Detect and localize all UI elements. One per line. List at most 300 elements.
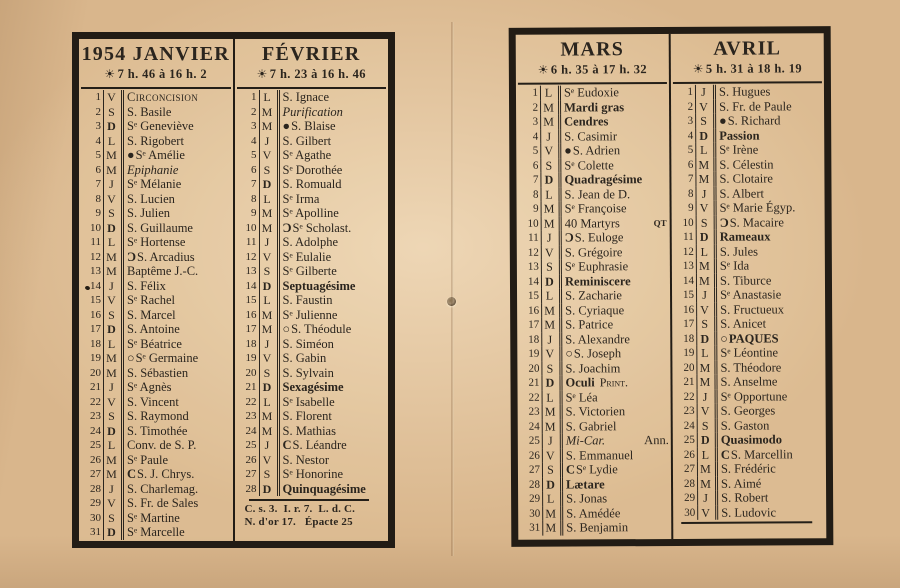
weekday-letter: M xyxy=(103,366,119,381)
day-number: 9 xyxy=(533,202,539,215)
calendar-row xyxy=(239,134,389,149)
saint-name: Baptême J.-C. xyxy=(127,264,199,278)
day-number: 23 xyxy=(90,410,101,422)
day-name-cell xyxy=(121,250,233,265)
day-number: 12 xyxy=(682,245,694,258)
day-number: 9 xyxy=(95,207,101,219)
calendar-row xyxy=(239,163,389,178)
day-number: 22 xyxy=(245,395,257,408)
calendar-row xyxy=(83,424,233,439)
footer-rule xyxy=(249,499,370,501)
day-name-cell xyxy=(715,476,826,491)
weekday-letter: S xyxy=(695,114,711,129)
moon-phase-icon: C xyxy=(127,467,137,481)
saint-name: S. Ludovic xyxy=(721,504,777,520)
weekday-letter: M xyxy=(541,216,557,231)
saint-name: Passion xyxy=(719,128,760,143)
saint-name: S. Jean de D. xyxy=(564,186,631,202)
calendar-row xyxy=(83,308,233,323)
weekday-letter: J xyxy=(259,337,275,352)
day-number: 16 xyxy=(245,308,257,321)
day-number: 7 xyxy=(532,173,539,186)
calendar-row xyxy=(239,235,389,250)
weekday-letter: D xyxy=(695,128,711,143)
day-name-cell xyxy=(277,90,389,105)
day-name-cell xyxy=(713,186,824,201)
day-name-cell xyxy=(560,520,671,535)
saint-name: Sᵉ Apolline xyxy=(282,206,339,220)
calendar-row xyxy=(676,302,825,317)
saint-name: S. Georges xyxy=(720,403,776,418)
day-number: 15 xyxy=(683,288,695,301)
weekday-letter: L xyxy=(259,293,275,308)
weekday-letter: J xyxy=(697,491,713,506)
calendar-row xyxy=(239,105,389,120)
saint-name: Sᵉ Gilberte xyxy=(282,264,337,278)
day-name-cell xyxy=(715,432,826,447)
month-column-janvier xyxy=(79,39,233,541)
saint-name: S. Gabin xyxy=(282,351,327,365)
saint-name: S. Victorien xyxy=(565,404,626,419)
weekday-letter: S xyxy=(541,260,557,275)
saint-name: Rameaux xyxy=(719,229,771,244)
day-name-cell xyxy=(121,467,233,482)
saint-name: Epiphanie xyxy=(127,162,179,177)
day-number: 7 xyxy=(251,178,257,190)
saint-name: Sᵉ Françoise xyxy=(564,201,627,216)
day-name-cell xyxy=(559,201,670,216)
saint-name: S. Félix xyxy=(127,278,166,293)
saint-name: S. Romuald xyxy=(282,177,342,191)
weekday-letter: L xyxy=(542,492,558,507)
moon-phase-icon: C xyxy=(720,447,730,462)
day-name-cell xyxy=(277,134,389,149)
calendar-row xyxy=(239,366,389,381)
day-name-cell xyxy=(714,345,825,360)
day-number: 25 xyxy=(528,434,540,447)
weekday-letter: M xyxy=(696,273,712,288)
day-number: 28 xyxy=(245,482,257,495)
sunrise-sunset-times xyxy=(516,61,669,78)
calendar-row xyxy=(239,380,389,395)
day-name-cell xyxy=(715,461,826,476)
sun-icon: ☀ xyxy=(104,67,116,81)
calendar-row xyxy=(521,375,670,390)
calendar-row xyxy=(83,511,233,526)
day-name-cell xyxy=(121,90,233,105)
day-number: 1 xyxy=(95,91,101,103)
saint-name: S. Vincent xyxy=(127,394,179,409)
day-number: 22 xyxy=(90,395,101,408)
saint-name: Sᵉ Opportune xyxy=(720,388,788,404)
moon-phase-icon: C xyxy=(282,438,292,452)
day-number: 19 xyxy=(528,347,540,360)
sunrise-sunset-times xyxy=(235,66,389,82)
saint-name: Sᵉ Mélanie xyxy=(127,177,182,191)
moon-phase-icon: Ɔ xyxy=(282,220,292,235)
calendar-row xyxy=(239,351,389,366)
day-number: 25 xyxy=(90,439,101,451)
calendar-row xyxy=(83,235,233,250)
day-number: 13 xyxy=(90,265,101,277)
saint-name: Sᵉ Martine xyxy=(127,510,180,525)
calendar-row xyxy=(239,337,389,352)
saint-name: S. Raymond xyxy=(127,409,189,423)
weekday-letter: M xyxy=(259,322,275,337)
weekday-letter: M xyxy=(696,259,712,274)
day-name-cell xyxy=(277,163,389,178)
saint-name: S. Sébastien xyxy=(127,365,189,380)
saint-name: Sᵉ Léontine xyxy=(720,345,779,360)
weekday-letter: M xyxy=(542,405,558,420)
weekday-letter: V xyxy=(103,90,119,105)
weekday-letter: L xyxy=(103,337,119,352)
day-name-cell xyxy=(715,447,826,462)
month-title: MARS xyxy=(560,38,625,61)
day-number: 30 xyxy=(529,507,541,520)
day-number: 13 xyxy=(527,260,539,273)
day-name-cell xyxy=(558,187,669,202)
calendar-row xyxy=(521,317,670,332)
weekday-letter: M xyxy=(103,148,119,163)
calendar-row xyxy=(83,105,233,120)
saint-name: PAQUES xyxy=(728,330,779,346)
day-number: 8 xyxy=(532,188,539,201)
day-number: 31 xyxy=(90,526,101,538)
day-name-cell xyxy=(559,346,670,361)
calendar-row xyxy=(521,288,670,303)
saint-name: S. J. Chrys. xyxy=(137,467,195,481)
weekday-letter: D xyxy=(542,477,558,492)
day-number: 11 xyxy=(683,230,694,243)
weekday-letter: D xyxy=(259,177,275,192)
column-end-rule xyxy=(681,521,812,524)
day-number: 14 xyxy=(90,279,101,292)
day-number: 20 xyxy=(528,362,540,375)
saint-name: Sᵉ Rachel xyxy=(127,293,175,307)
calendar-row xyxy=(239,308,389,323)
calendar-row xyxy=(83,380,233,395)
saint-name: S. Gabriel xyxy=(565,418,617,434)
calendar-row xyxy=(239,264,389,279)
weekday-letter: M xyxy=(542,419,558,434)
day-number: 6 xyxy=(95,163,101,176)
day-name-cell xyxy=(558,172,669,187)
saint-name: Sᵉ Isabelle xyxy=(282,394,335,409)
saint-name: S. Arcadius xyxy=(137,249,195,264)
day-number: 18 xyxy=(683,332,695,345)
weekday-letter: L xyxy=(259,192,275,207)
weekday-letter: J xyxy=(103,380,119,395)
saint-name: S. Euloge xyxy=(574,230,624,245)
day-number: 20 xyxy=(245,366,257,379)
calendar-row xyxy=(676,244,825,259)
day-name-cell xyxy=(559,288,670,303)
weekday-letter: S xyxy=(696,215,712,230)
saint-name: S. Amédée xyxy=(566,505,621,521)
day-number: 1 xyxy=(532,86,539,99)
day-number: 21 xyxy=(90,381,101,393)
day-name-cell xyxy=(121,119,233,134)
day-name-cell xyxy=(558,129,669,144)
saint-name: S. Marcel xyxy=(127,307,176,322)
day-number: 13 xyxy=(245,265,257,277)
day-name-cell xyxy=(277,322,389,337)
saint-name: Sᵉ Honorine xyxy=(282,467,343,481)
calendar-row xyxy=(522,462,671,477)
day-rows xyxy=(235,90,389,496)
day-rows xyxy=(516,85,671,535)
day-name-cell xyxy=(121,148,233,163)
weekday-letter: M xyxy=(542,506,558,521)
day-number: 25 xyxy=(245,439,257,451)
calendar-row xyxy=(239,279,389,294)
weekday-letter: M xyxy=(259,221,275,236)
saint-name: Sᵉ Marie Égyp. xyxy=(719,200,796,215)
calendar-row xyxy=(521,361,670,376)
weekday-letter: L xyxy=(541,289,557,304)
calendar-row xyxy=(520,158,669,173)
day-name-cell xyxy=(714,200,825,215)
day-name-cell xyxy=(121,438,233,453)
day-name-cell xyxy=(713,84,824,99)
day-name-cell xyxy=(558,114,669,129)
day-number: 17 xyxy=(245,323,257,335)
day-name-cell xyxy=(559,274,670,289)
weekday-letter: M xyxy=(259,119,275,134)
day-number: 17 xyxy=(90,323,101,335)
saint-name: S. Mathias xyxy=(282,423,336,438)
month-column-fevrier xyxy=(235,39,389,541)
day-name-cell xyxy=(121,293,233,308)
day-name-cell xyxy=(713,171,824,186)
calendar-row xyxy=(522,477,671,492)
weekday-letter: S xyxy=(103,511,119,526)
day-name-cell xyxy=(560,462,671,477)
day-name-cell xyxy=(560,390,671,405)
day-name-cell xyxy=(558,85,669,100)
month-title: 1954 JANVIER xyxy=(81,43,230,65)
day-number: 11 xyxy=(528,231,539,244)
day-number: 30 xyxy=(90,511,101,524)
day-number: 1 xyxy=(251,91,257,103)
day-number: 26 xyxy=(683,448,695,461)
weekday-letter: V xyxy=(259,148,275,163)
day-number: 9 xyxy=(251,207,257,219)
calendar-row xyxy=(522,404,671,419)
saint-name: S. Siméon xyxy=(282,336,334,351)
day-name-cell xyxy=(121,409,233,424)
calendar-row xyxy=(239,482,389,497)
weekday-letter: D xyxy=(103,119,119,134)
saint-name: Sᵉ Germaine xyxy=(135,351,199,365)
day-number: 5 xyxy=(95,149,101,161)
weekday-letter: V xyxy=(697,505,713,520)
calendar-row xyxy=(676,229,825,244)
moon-phase-icon: Ɔ xyxy=(564,230,574,245)
day-number: 29 xyxy=(90,497,101,509)
sunrise-sunset-times xyxy=(79,66,233,82)
day-number: 24 xyxy=(683,419,695,432)
weekday-letter: J xyxy=(103,279,119,294)
sun-icon: ☀ xyxy=(537,62,549,77)
moon-phase-icon: C xyxy=(565,462,576,477)
day-name-cell xyxy=(121,380,233,395)
saint-name: Mardi gras xyxy=(564,99,625,115)
day-number: 28 xyxy=(90,482,101,495)
day-name-cell xyxy=(121,424,233,439)
day-rows xyxy=(79,90,233,540)
day-number: 12 xyxy=(527,246,539,259)
weekday-letter: V xyxy=(697,404,713,419)
day-number: 2 xyxy=(95,105,101,118)
weekday-letter: J xyxy=(542,434,558,449)
day-name-cell xyxy=(714,273,825,288)
weekday-letter: J xyxy=(695,85,711,100)
weekday-letter: V xyxy=(103,192,119,207)
day-number: 19 xyxy=(683,346,695,359)
calendar-row xyxy=(522,491,671,506)
saint-name: Sᵉ Dorothée xyxy=(282,162,343,177)
calendar-row xyxy=(677,389,826,404)
calendar-row xyxy=(676,215,825,230)
saint-name: S. Faustin xyxy=(282,293,333,307)
calendar-row xyxy=(83,134,233,149)
calendar-row xyxy=(83,351,233,366)
calendar-row xyxy=(521,201,670,216)
calendar-row xyxy=(83,119,233,134)
sun-times-text: 6 h. 35 à 17 h. 32 xyxy=(550,62,648,77)
calendar-row xyxy=(676,287,825,302)
day-name-cell xyxy=(559,259,670,274)
calendar-row xyxy=(677,461,826,476)
saint-name: S. Joseph xyxy=(573,346,622,361)
day-number: 26 xyxy=(90,453,101,466)
saint-name: S. Célestin xyxy=(719,156,774,172)
saint-name: S. Hugues xyxy=(718,84,771,99)
day-name-cell xyxy=(277,453,389,468)
weekday-letter: J xyxy=(259,134,275,149)
moon-phase-icon: ● xyxy=(127,148,135,162)
day-number: 16 xyxy=(683,303,695,316)
month-title: AVRIL xyxy=(713,37,782,60)
weekday-letter: M xyxy=(103,163,119,178)
weekday-letter: M xyxy=(103,250,119,265)
day-name-cell xyxy=(558,143,669,158)
saint-name: S. Charlemag. xyxy=(127,481,199,496)
saint-name: S. Fr. de Paule xyxy=(719,98,792,114)
calendar-row xyxy=(239,221,389,236)
calendar-row xyxy=(677,447,826,462)
calendar-row xyxy=(83,409,233,424)
day-name-cell xyxy=(121,206,233,221)
day-number: 16 xyxy=(90,308,101,321)
saint-name: S. Macaire xyxy=(729,214,784,230)
calendar-row xyxy=(520,100,669,115)
day-number: 15 xyxy=(245,294,257,306)
day-number: 18 xyxy=(245,337,257,350)
day-name-cell xyxy=(277,337,389,352)
calendar-page-left xyxy=(72,32,395,548)
saint-name: S. Nestor xyxy=(282,452,330,467)
calendar-row xyxy=(83,148,233,163)
saint-name: 40 Martyrs xyxy=(564,215,620,231)
day-name-cell xyxy=(121,525,233,540)
calendar-page-right xyxy=(509,26,834,547)
weekday-letter: V xyxy=(103,293,119,308)
saint-name: Sᵉ Hortense xyxy=(127,235,186,249)
weekday-letter: M xyxy=(540,100,556,115)
calendar-row xyxy=(83,90,233,105)
day-number: 27 xyxy=(90,468,101,480)
weekday-letter: D xyxy=(696,230,712,245)
saint-name: S. Joachim xyxy=(565,360,621,376)
calendar-row xyxy=(239,467,389,482)
day-number: 16 xyxy=(528,304,540,317)
weekday-letter: S xyxy=(103,308,119,323)
calendar-row xyxy=(677,476,826,491)
saint-name: Septuagésime xyxy=(282,278,356,293)
day-name-cell xyxy=(121,351,233,366)
day-name-cell xyxy=(277,235,389,250)
day-number: 22 xyxy=(528,391,540,404)
saint-name: S. Léandre xyxy=(292,438,347,452)
weekday-letter: M xyxy=(259,206,275,221)
weekday-letter: J xyxy=(695,186,711,201)
day-number: 17 xyxy=(683,317,695,330)
day-name-cell xyxy=(714,302,825,317)
day-name-cell xyxy=(121,235,233,250)
weekday-letter: S xyxy=(259,366,275,381)
calendar-row xyxy=(521,332,670,347)
day-name-cell xyxy=(121,366,233,381)
day-number: 3 xyxy=(251,120,257,132)
calendar-row xyxy=(677,505,826,520)
day-number: 23 xyxy=(528,405,540,418)
day-number: 14 xyxy=(682,274,694,287)
calendar-row xyxy=(83,177,233,192)
weekday-letter: D xyxy=(259,482,275,497)
day-name-cell xyxy=(559,332,670,347)
saint-name: S. Anselme xyxy=(720,374,778,389)
day-number: 23 xyxy=(245,410,257,422)
saint-name: Sᵉ Amélie xyxy=(135,148,185,162)
sun-times-text: 7 h. 46 à 16 h. 2 xyxy=(117,67,208,81)
day-number: 4 xyxy=(95,134,101,147)
day-name-cell xyxy=(121,395,233,410)
day-number: 8 xyxy=(95,192,101,205)
calendar-row xyxy=(83,337,233,352)
calendar-row xyxy=(676,316,825,331)
day-name-cell xyxy=(714,316,825,331)
calendar-row xyxy=(83,264,233,279)
saint-name: Conv. de S. P. xyxy=(127,438,197,452)
calendar-row xyxy=(521,303,670,318)
weekday-letter: M xyxy=(541,303,557,318)
calendar-row xyxy=(83,322,233,337)
calendar-row xyxy=(522,433,671,448)
weekday-letter: D xyxy=(697,433,713,448)
sunrise-sunset-times xyxy=(671,60,824,77)
weekday-letter: M xyxy=(695,172,711,187)
day-annotation: Ann. xyxy=(644,433,669,448)
weekday-letter: M xyxy=(697,462,713,477)
moon-phase-icon: Ɔ xyxy=(719,215,729,230)
calendar-row xyxy=(676,258,825,273)
weekday-letter: S xyxy=(540,158,556,173)
calendar-row xyxy=(239,206,389,221)
saint-name: S. Adrien xyxy=(572,143,621,158)
